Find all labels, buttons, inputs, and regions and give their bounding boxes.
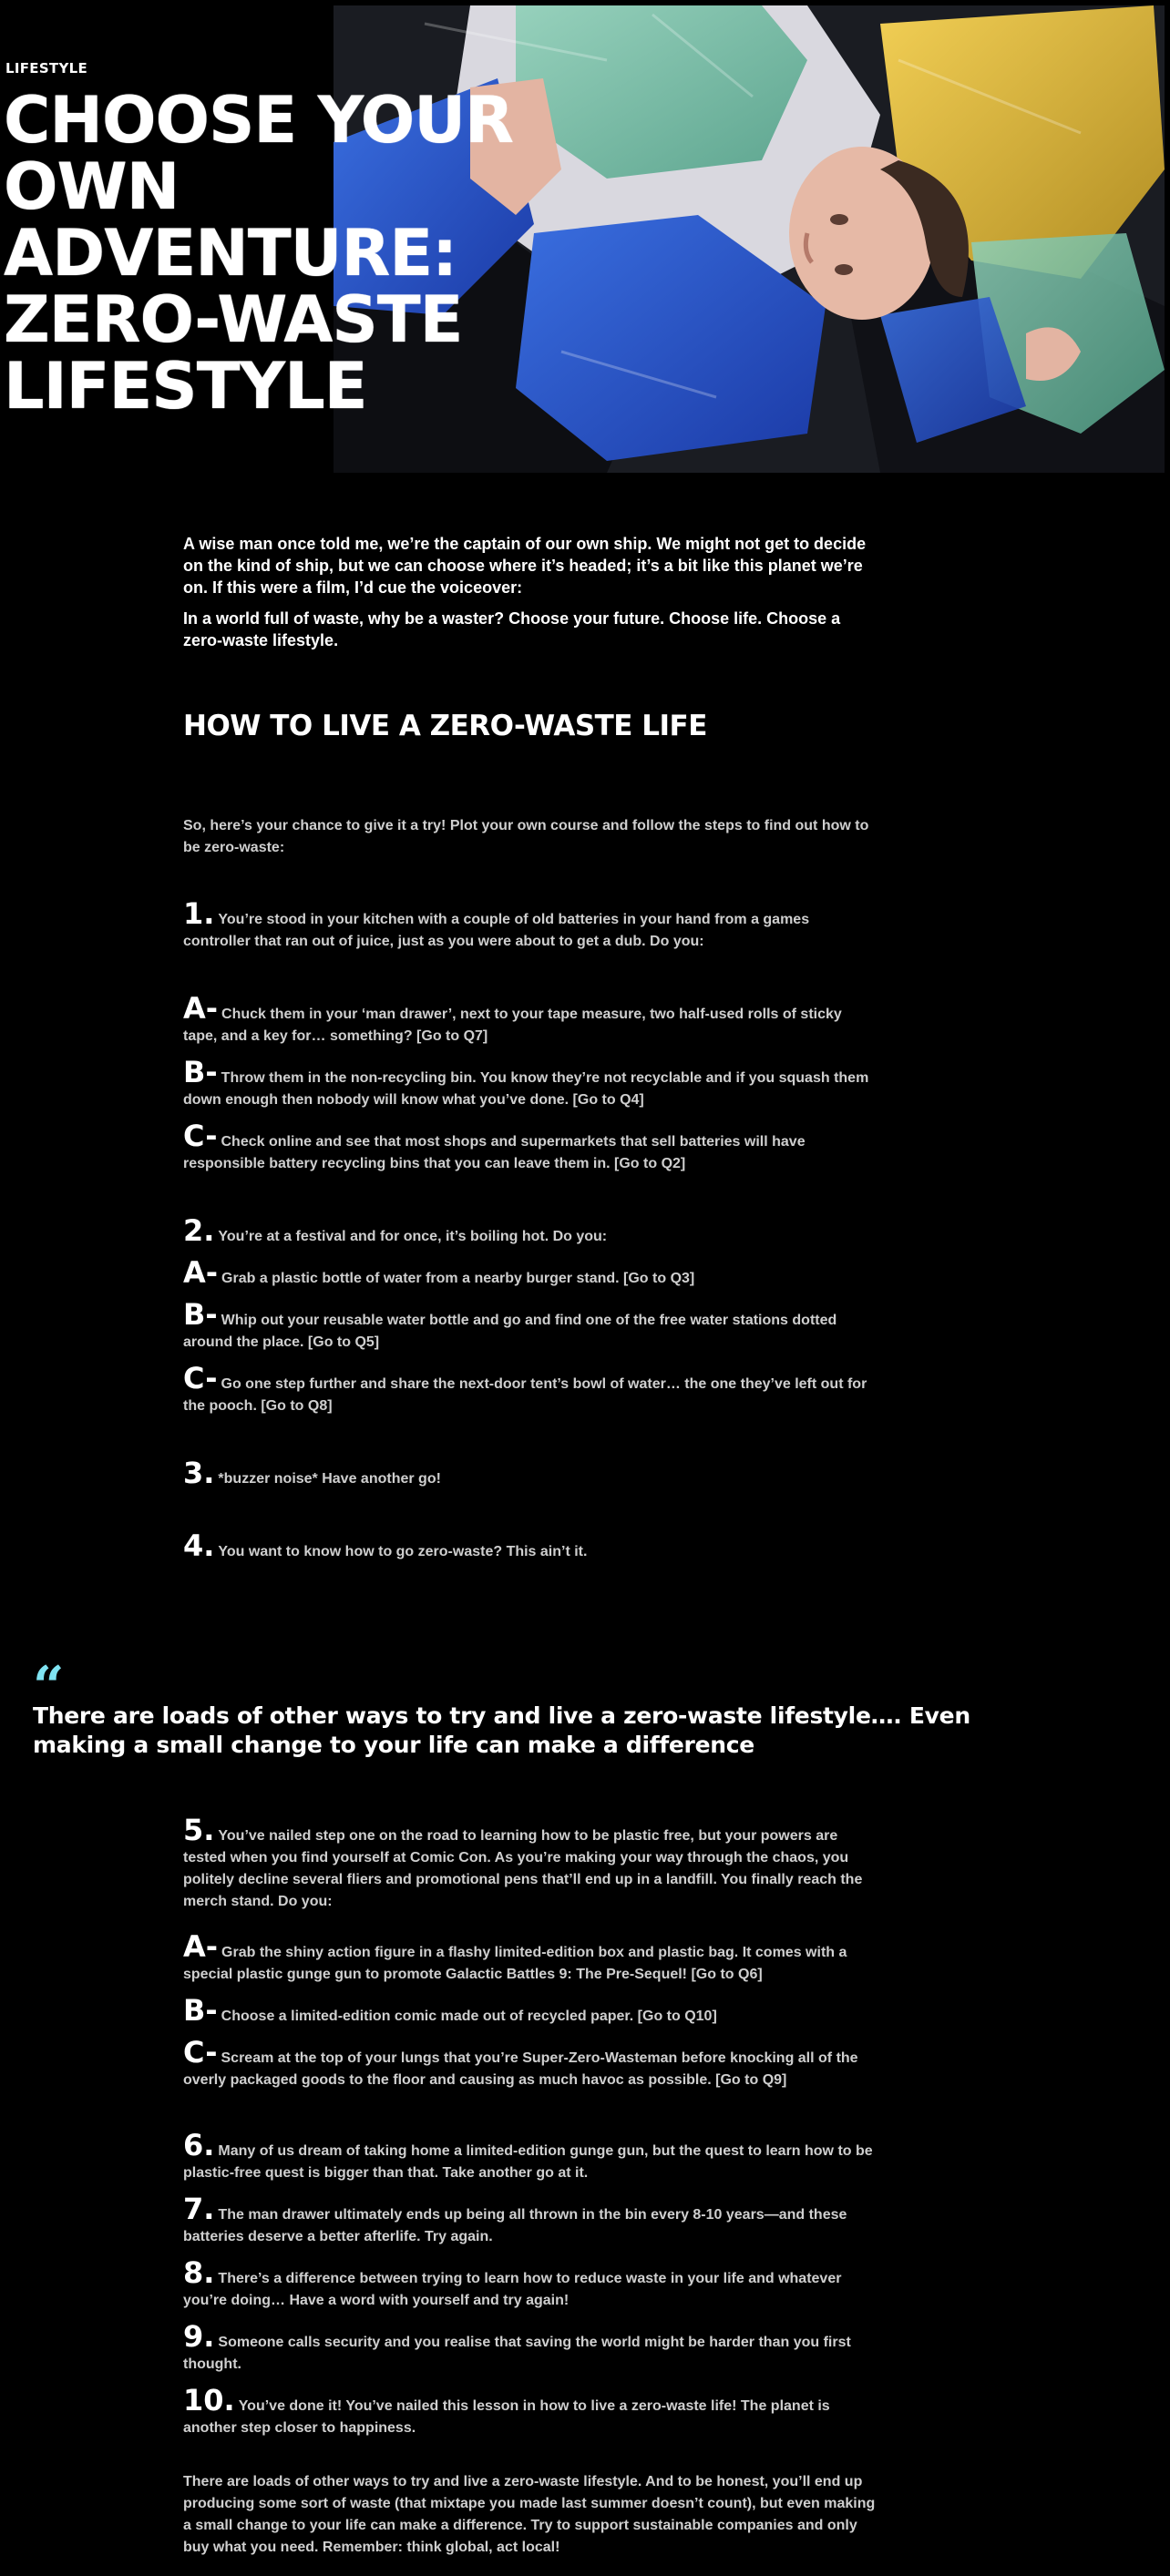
q1-option-b [183,1055,876,1111]
q2-option-b [183,1297,876,1354]
category-label[interactable]: LIFESTYLE [5,60,88,77]
option-text: Throw them in the non-recycling bin. You know they’re not recyclable and if you squash them down enough then nobody will know what you’ve done. [Go to Q4] [183,1070,869,1108]
question-text: You’re at a festival and for once, it’s boiling hot. Do you: [218,1229,608,1244]
question-number: 5. [183,1813,215,1847]
option-label: B- [183,1297,218,1332]
question-4 [183,1528,876,1563]
pullquote-text: There are loads of other ways to try and live a zero-waste lifestyle…. Even making a small change to your life can make a difference [33,1702,970,1758]
question-text: You’ve nailed step one on the road to learning how to be plastic free, but your powers are tested when you find yourself at Comic Con. As you’re making your way through the chaos, you politely decline several fliers and promotional pens that’ll end up in a landfill. You finally reach the merch stand. Do you: [183,1828,863,1909]
intro-paragraph: A wise man once told me, we’re the captain of our own ship. We might not get to decide on the kind of ship, but we can choose where it’s headed; it’s a bit like this planet we’re on. If this were a film, I’d cue the voiceover: [183,535,867,597]
question-text: There’s a difference between trying to learn how to reduce waste in your life and whatever you’re doing… Have a word with yourself and try again! [183,2271,842,2308]
option-label: A- [183,1255,219,1290]
question-7 [183,2192,876,2248]
quote-mark-icon: “ [33,1655,65,1719]
question-5 [183,1813,876,1913]
question-text: *buzzer noise* Have another go! [218,1471,441,1487]
option-label: A- [183,1929,219,1964]
q2-option-a [183,1255,876,1290]
option-text: Choose a limited-edition comic made out of recycled paper. [Go to Q10] [221,2009,717,2024]
q2-option-c [183,1361,876,1417]
section-heading: HOW TO LIVE A ZERO-WASTE LIFE [183,710,707,742]
question-number: 4. [183,1528,215,1563]
option-label: C- [183,2035,218,2070]
q5-option-b [183,1993,876,2028]
question-8 [183,2255,876,2312]
question-text: You want to know how to go zero-waste? This ain’t it. [218,1544,588,1559]
question-1 [183,896,876,953]
question-9 [183,2319,876,2376]
option-label: B- [183,1993,218,2028]
option-text: Scream at the top of your lungs that you’re Super-Zero-Wasteman before knocking all of the overly packaged goods to the floor and causing as much havoc as possible. [Go to Q9] [183,2050,858,2088]
question-text: You’ve done it! You’ve nailed this lesson in how to live a zero-waste life! The planet is another step closer to happiness. [183,2398,830,2436]
q1-option-a [183,991,876,1048]
q5-option-c [183,2035,876,2091]
option-label: C- [183,1361,218,1395]
option-label: A- [183,991,219,1026]
question-number: 8. [183,2255,215,2290]
option-label: B- [183,1055,218,1089]
option-text: Grab a plastic bottle of water from a nearby burger stand. [Go to Q3] [221,1271,695,1286]
option-text: Check online and see that most shops and supermarkets that sell batteries will have responsible battery recycling bins that you can leave them in. [Go to Q2] [183,1134,806,1171]
question-number: 1. [183,896,215,931]
lead-text: So, here’s your chance to give it a try! Plot your own course and follow the steps to find out how to be zero-waste: [183,818,869,855]
intro-voiceover: In a world full of waste, why be a waster? Choose your future. Choose life. Choose a zero-waste lifestyle. [183,609,841,649]
question-number: 6. [183,2128,215,2162]
option-text: Chuck them in your ‘man drawer’, next to your tape measure, two half-used rolls of sticky tape, and a key for… something? [Go to Q7] [183,1007,842,1044]
question-3 [183,1456,876,1490]
question-text: Someone calls security and you realise that saving the world might be harder than you first thought. [183,2335,851,2372]
outro [183,2471,876,2559]
page-title: CHOOSE YOUR OWN ADVENTURE: ZERO-WASTE LIFESTYLE [4,83,514,424]
question-number: 10. [183,2383,235,2418]
q5-option-a [183,1929,876,1986]
pullquote [33,1655,1035,1760]
question-6 [183,2128,876,2184]
intro [183,533,876,651]
question-number: 9. [183,2319,215,2354]
lead-paragraph [183,815,876,859]
option-text: Go one step further and share the next-door tent’s bowl of water… the one they’ve left out for the pooch. [Go to Q8] [183,1376,867,1414]
question-text: The man drawer ultimately ends up being all thrown in the bin every 8-10 years—and these batteries deserve a better afterlife. Try again. [183,2207,847,2244]
question-number: 7. [183,2192,215,2226]
option-label: C- [183,1119,218,1153]
question-text: You’re stood in your kitchen with a couple of old batteries in your hand from a games controller that ran out of juice, just as you were about to get a dub. Do you: [183,912,810,949]
q1-option-c [183,1119,876,1175]
question-text: Many of us dream of taking home a limited-edition gunge gun, but the quest to learn how to be plastic-free quest is bigger than that. Take another go at it. [183,2143,873,2181]
hero [0,0,1170,478]
outro-text: There are loads of other ways to try and live a zero-waste lifestyle. And to be honest, you’ll end up producing some sort of waste (that mixtape you made last summer doesn’t count), but even making a small change to your life can make a difference. Try to support sustainable companies and only buy what you need. Remember: think global, act local! [183,2474,876,2555]
question-number: 3. [183,1456,215,1490]
question-10 [183,2383,876,2439]
question-number: 2. [183,1213,215,1248]
option-text: Grab the shiny action figure in a flashy limited-edition box and plastic bag. It comes with a special plastic gunge gun to promote Galactic Battles 9: The Pre-Sequel! [Go to Q6] [183,1945,847,1982]
option-text: Whip out your reusable water bottle and go and find one of the free water stations dotted around the place. [Go to Q5] [183,1313,837,1350]
question-2 [183,1213,876,1248]
